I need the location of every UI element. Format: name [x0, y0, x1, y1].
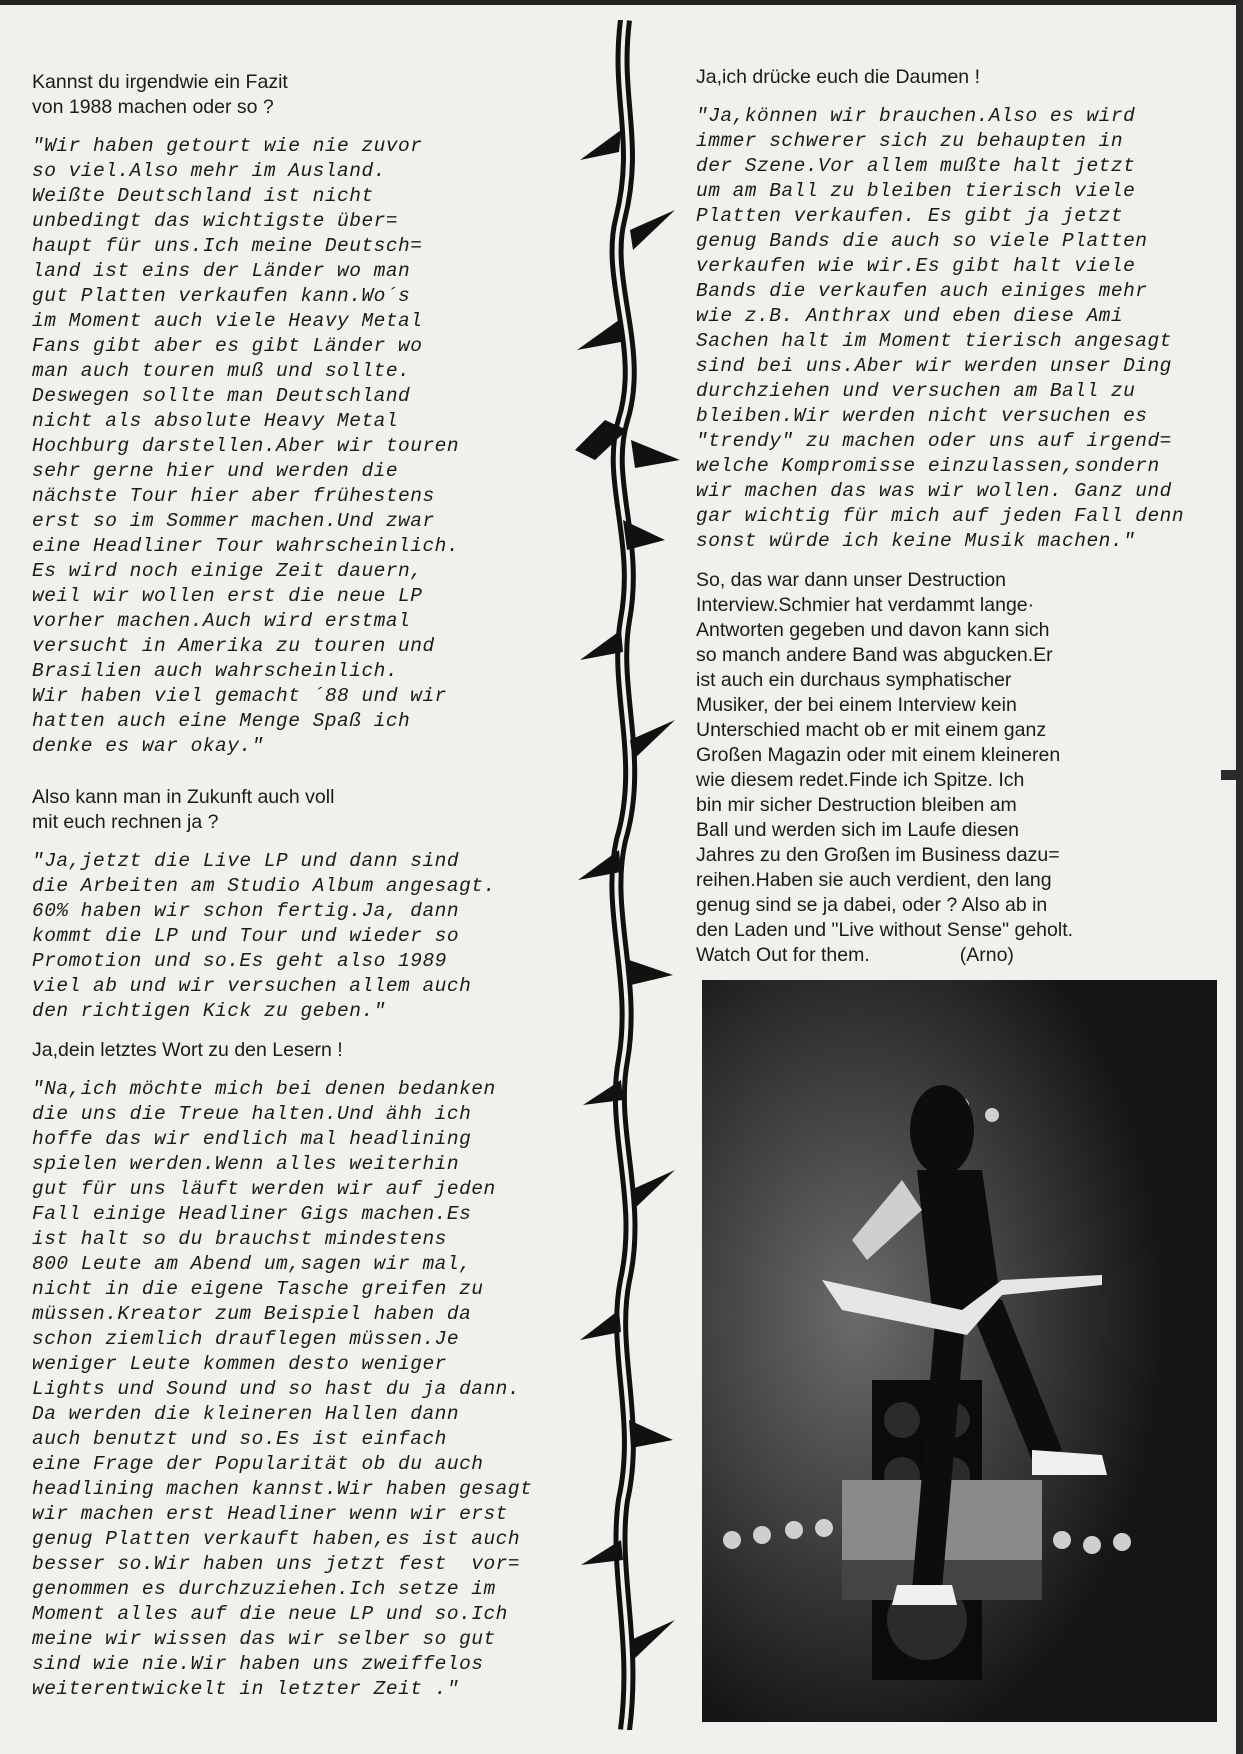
question-fazit: Kannst du irgendwie ein Fazit von 1988 machen oder so ? — [32, 71, 288, 118]
right-column — [696, 65, 1226, 968]
author-signature: (Arno) — [959, 944, 1014, 966]
answer-letztes-wort: "Na,ich möchte mich bei denen bedanken die uns die Treue halten.Und ähh ich hoffe das wir endlich mal headlining spielen werden.Wenn alles weiterhin gut für uns läuft werden wir auf jeden Fall einige Headliner Gigs machen.Es ist halt so du brauchst mindestens 800 Leute am Abend um,sagen wir mal, nicht in die eigene Tasche greifen zu müssen.Kreator zum Beispiel haben da schon ziemlich drauflegen müssen.Je weniger Leute kommen desto weniger Lights und Sound und so hast du ja dann. Da werden die kleineren Hallen dann auch benutzt und so.Es ist einfach eine Frage der Popularität ob du auch headlining machen kannst.Wir haben gesagt wir machen erst Headliner wenn wir erst genug Platten verkauft haben,es ist auch besser so.Wir haben uns jetzt fest vor= genommen es durchzuziehen.Ich setze im Moment alles auf die neue LP und so.Ich meine wir wissen das wir selber so gut sind wie nie.Wir haben uns zweiffelos weiterentwickelt in letzter Zeit ." — [32, 1078, 533, 1700]
concert-photo — [702, 980, 1217, 1722]
page-edge — [1236, 0, 1243, 1754]
answer-zukunft: "Ja,jetzt die Live LP und dann sind die Arbeiten am Studio Album angesagt. 60% haben wir schon fertig.Ja, dann kommt die LP und Tour und wieder so Promotion und so.Es geht also 1989 viel ab und wir versuchen allem auch den richtigen Kick zu geben." — [32, 850, 496, 1022]
page-top-rule — [0, 0, 1243, 5]
question-daumen: Ja,ich drücke euch die Daumen ! — [696, 66, 980, 88]
thorn-vine-divider — [575, 20, 685, 1730]
concert-photo-icon — [702, 980, 1217, 1722]
closing-text: So, das war dann unser Destruction Interview.Schmier hat verdammt lange· Antworten gegeben und davon kann sich so manch andere Band was abgucken.Er ist auch ein durchaus symphatischer Musiker, der bei einem Interview kein Unterschied macht ob er mit einem ganz Großen Magazin oder mit einem kleineren wie diesem redet.Finde ich Spitze. Ich bin mir sicher Destruction bleiben am Ball und werden sich im Laufe diesen Jahres zu den Großen im Business dazu= reihen.Haben sie auch verdient, den lang genug sind se ja dabei, oder ? Also ab in den Laden und "Live without Sense" geholt. Watch Out for them. — [696, 569, 1074, 966]
left-column — [32, 70, 572, 1716]
answer-daumen: "Ja,können wir brauchen.Also es wird immer schwerer sich zu behaupten in der Szene.Vor allem mußte halt jetzt um am Ball zu bleiben tierisch viele Platten verkaufen. Es gibt ja jetzt genug Bands die auch so viele Platten verkaufen wie wir.Es gibt halt viele Bands die verkaufen auch einiges mehr wie z.B. Anthrax und eben diese Ami Sachen halt im Moment tierisch angesagt sind bei uns.Aber wir werden unser Ding durchziehen und versuchen am Ball zu bleiben.Wir werden nicht versuchen es "trendy" zu machen oder uns auf irgend= welche Kompromisse einzulassen,sondern wir machen das was wir wollen. Ganz und gar wichtig für mich auf jeden Fall denn sonst würde ich keine Musik machen." — [696, 105, 1185, 552]
closing-paragraph — [696, 568, 1226, 968]
answer-fazit: "Wir haben getourt wie nie zuvor so viel.Also mehr im Ausland. Weißte Deutschland ist nicht unbedingt das wichtigste über= haupt für uns.Ich meine Deutsch= land ist eins der Länder wo man gut Platten verkaufen kann.Wo´s im Moment auch viele Heavy Metal Fans gibt aber es gibt Länder wo man auch touren muß und sollte. Deswegen sollte man Deutschland nicht als absolute Heavy Metal Hochburg darstellen.Aber wir touren sehr gerne hier und werden die nächste Tour hier aber frühestens erst so im Sommer machen.Und zwar eine Headliner Tour wahrscheinlich. Es wird noch einige Zeit dauern, weil wir wollen erst die neue LP vorher machen.Auch wird erstmal versucht in Amerika zu touren und Brasilien auch wahrscheinlich. Wir haben viel gemacht ´88 und wir hatten auch eine Menge Spaß ich denke es war okay." — [32, 135, 460, 757]
question-letztes-wort: Ja,dein letztes Wort zu den Lesern ! — [32, 1039, 343, 1061]
question-zukunft: Also kann man in Zukunft auch voll mit euch rechnen ja ? — [32, 786, 335, 833]
